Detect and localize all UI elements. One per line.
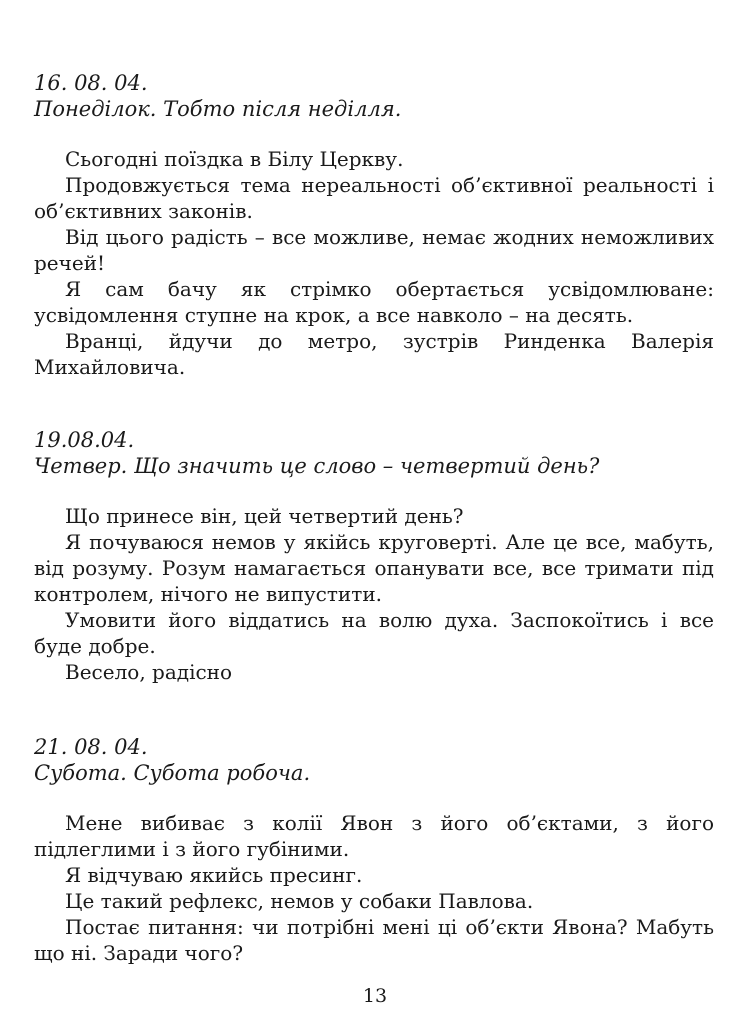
entry-paragraph: Сьогодні поїздка в Білу Церкву. [65, 147, 404, 171]
diary-entry-16-08-04 [34, 70, 714, 380]
entry-paragraph: Що принесе він, цей четвертий день? [65, 504, 464, 528]
entry-paragraph: Я відчуваю якийсь пресинг. [65, 863, 363, 887]
entry-date: 16. 08. 04. [34, 71, 148, 95]
diary-entry-21-08-04 [34, 734, 714, 966]
entry-paragraph: Вранці, йдучи до метро, зустрів Ринденка Валерія Михайловича. [34, 329, 714, 379]
entry-paragraph: Умовити його віддатись на волю духа. Заспокоїтись і все буде добре. [34, 608, 714, 658]
entry-date: 19.08.04. [34, 428, 135, 452]
entry-paragraph: Від цього радість – все можливе, немає жодних неможливих речей! [34, 225, 714, 275]
entry-subtitle: Понеділок. Тобто після неділля. [34, 97, 402, 121]
entry-paragraph: Це такий рефлекс, немов у собаки Павлова. [65, 889, 534, 913]
entry-paragraph: Постає питання: чи потрібні мені ці об’єкти Явона? Мабуть що ні. Заради чого? [34, 915, 714, 965]
entry-date: 21. 08. 04. [34, 735, 148, 759]
entry-paragraph: Мене вибиває з колії Явон з його об’єктами, з його підлеглими і з його губіними. [34, 811, 714, 861]
entry-subtitle: Четвер. Що значить це слово – четвертий день? [34, 454, 600, 478]
entry-paragraph: Весело, радісно [65, 660, 233, 684]
entry-paragraph: Продовжується тема нереальності об’єктивної реальності і об’єктивних законів. [34, 173, 714, 223]
entry-subtitle: Субота. Субота робоча. [34, 761, 311, 785]
entry-paragraph: Я сам бачу як стрімко обертається усвідомлюване: усвідомлення ступне на крок, а все навколо – на десять. [34, 277, 714, 327]
page-number: 13 [362, 985, 388, 1007]
entry-paragraph: Я почуваюся немов у якійсь круговерті. Але це все, мабуть, від розуму. Розум намагається опанувати все, все тримати під контролем, нічого не випустити. [34, 530, 714, 606]
diary-entry-19-08-04 [34, 427, 714, 685]
